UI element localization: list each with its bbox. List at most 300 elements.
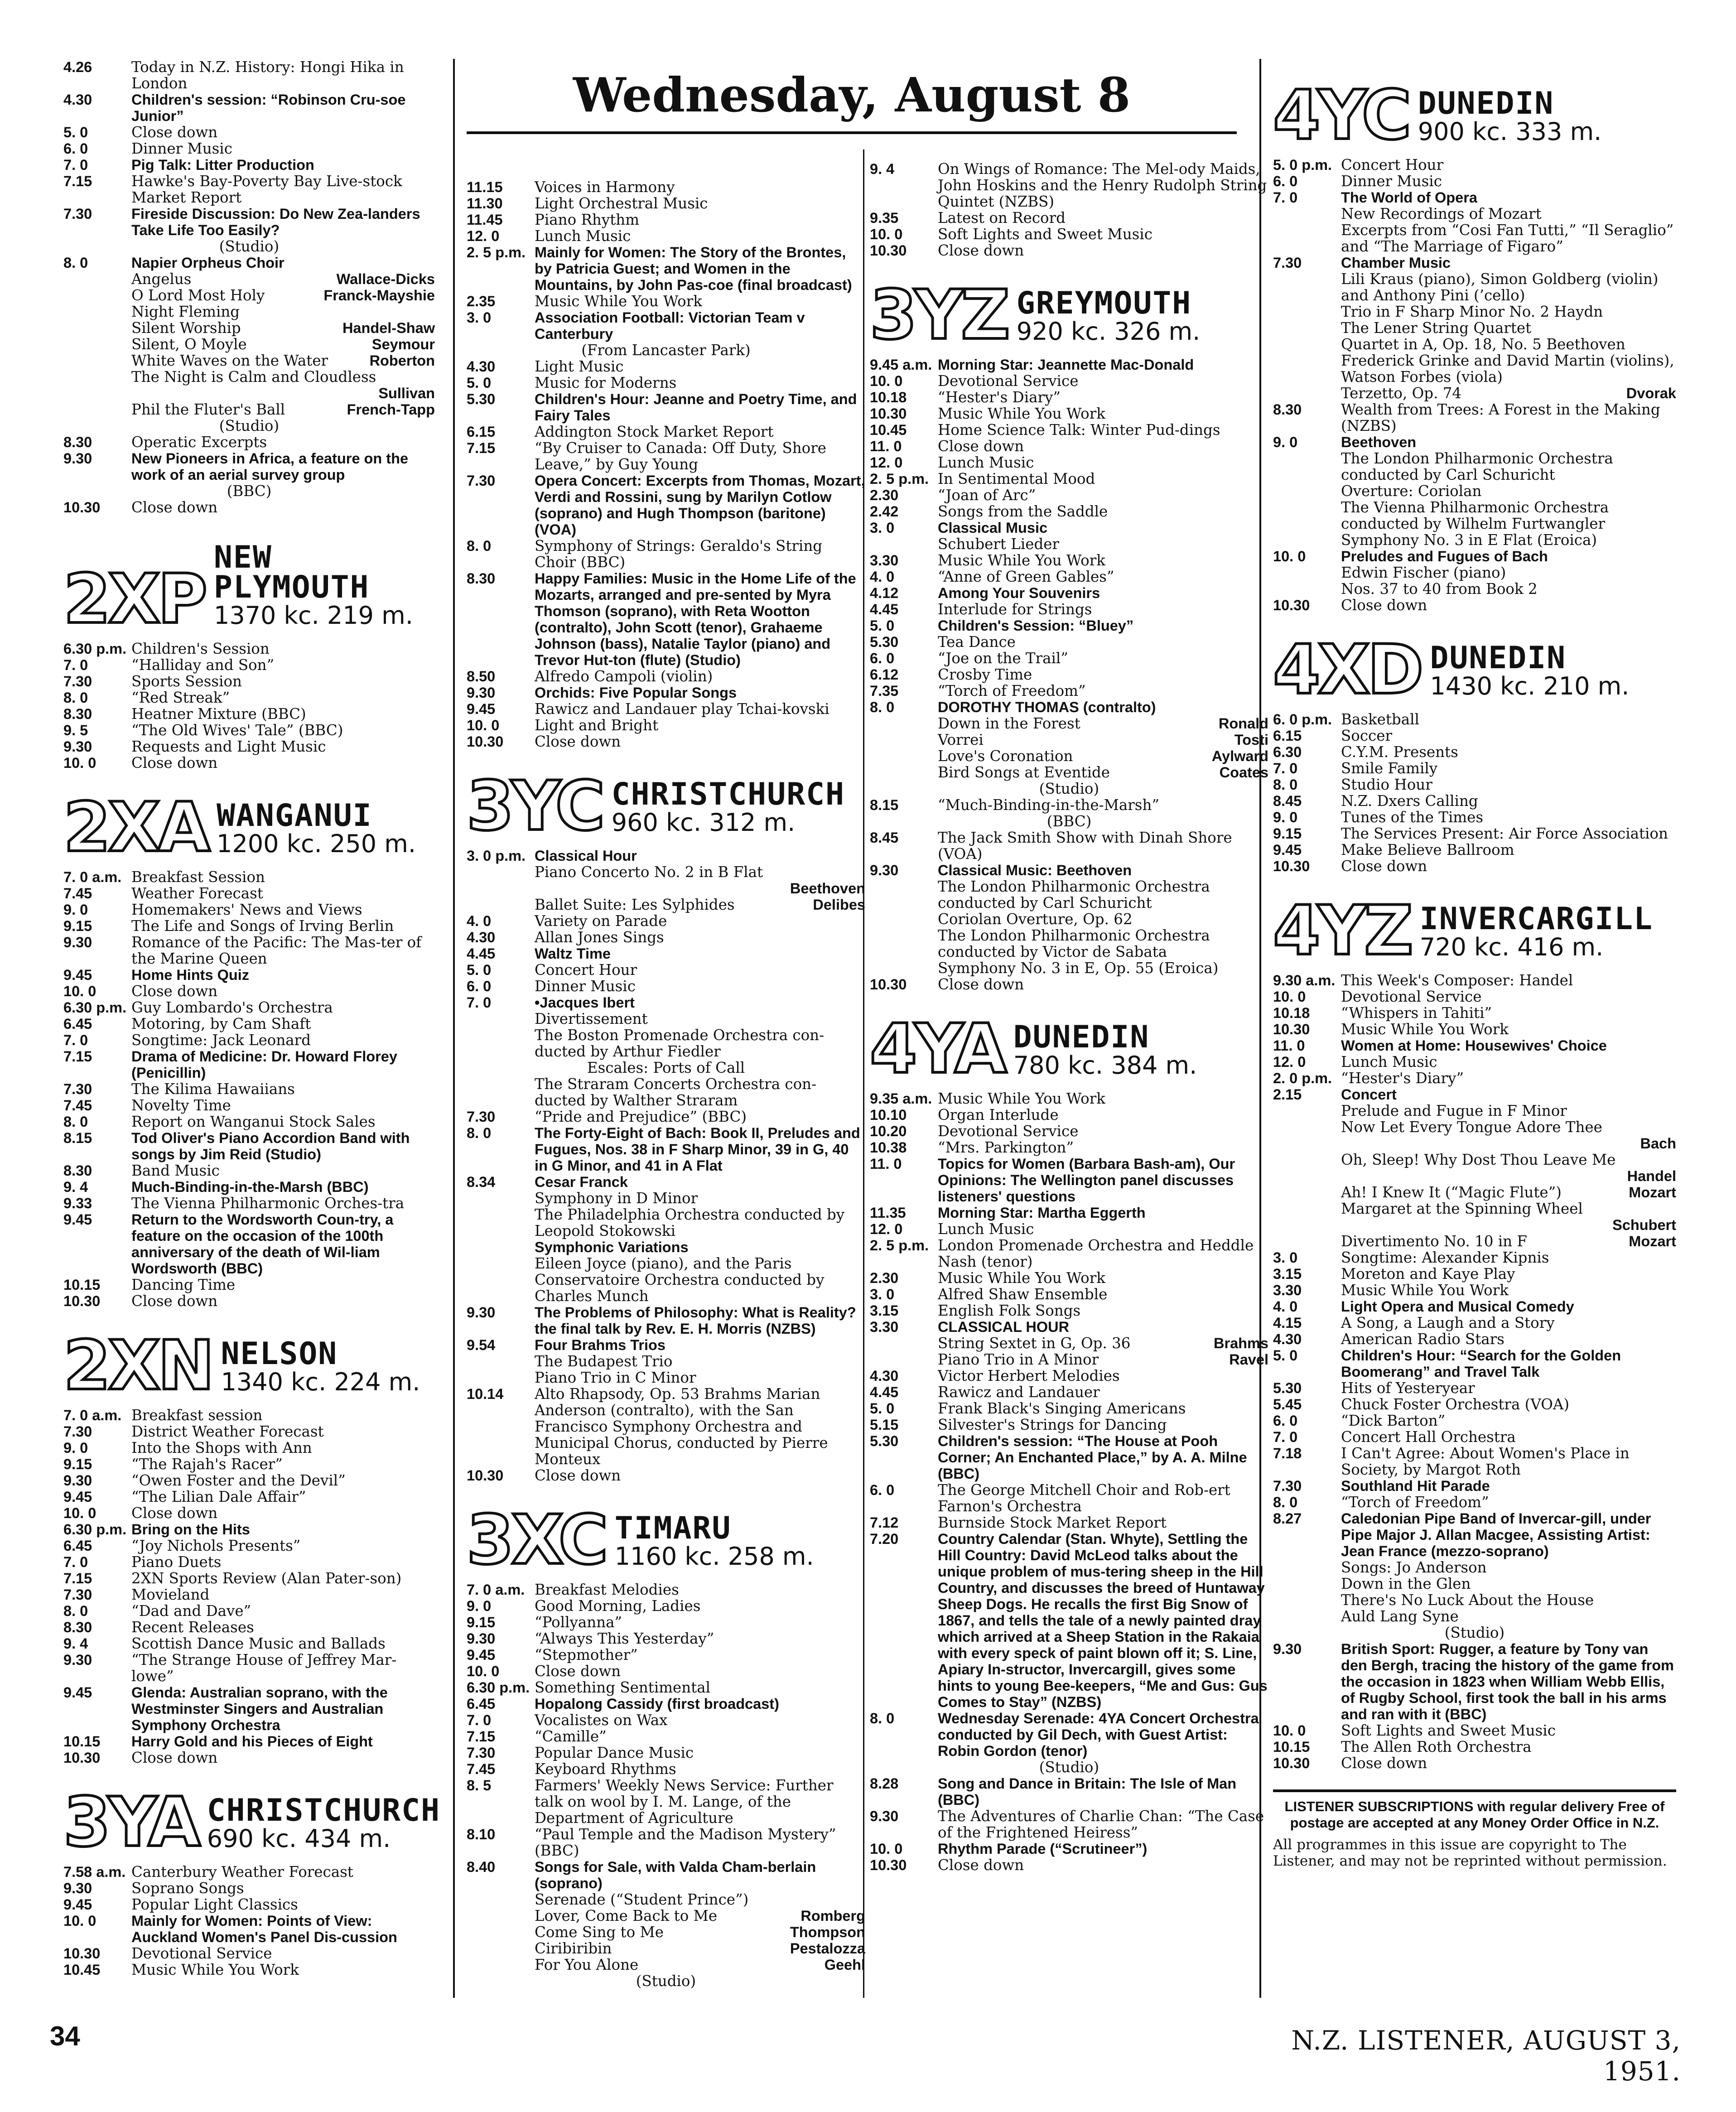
- programme-time: 10.15: [1273, 1739, 1310, 1755]
- programme-title: Hits of Yesteryear: [1341, 1379, 1475, 1397]
- programme-feature: DOROTHY THOMAS (contralto): [938, 699, 1156, 715]
- programme-entry: [870, 1286, 1268, 1302]
- programme-title: “Much-Binding-in-the-Marsh”: [938, 796, 1159, 814]
- composer-name: Coates: [1219, 764, 1268, 781]
- programme-entry: [870, 1221, 1268, 1237]
- programme-time: 8.45: [870, 829, 899, 846]
- programme-title: Close down: [535, 1663, 621, 1680]
- programme-time: 10.20: [870, 1123, 907, 1139]
- programme-time: 10.38: [870, 1139, 907, 1156]
- programme-title: Dinner Music: [131, 140, 232, 157]
- programme-feature: Bring on the Hits: [131, 1521, 250, 1538]
- programme-title: Close down: [938, 1856, 1024, 1874]
- programme-time: 4.30: [467, 929, 496, 945]
- programme-entry: [63, 1195, 435, 1211]
- programme-time: 6.30 p.m.: [63, 999, 127, 1016]
- programme-title: Close down: [938, 242, 1024, 259]
- programme-entry: [63, 755, 435, 771]
- programme-time: 7.30: [63, 673, 92, 690]
- programme-time: 6. 0: [1273, 173, 1298, 189]
- programme-entry: [63, 1048, 435, 1081]
- programme-title: Close down: [131, 1292, 218, 1310]
- programme-entry: [870, 552, 1268, 569]
- composer-name: Tosti: [1234, 732, 1268, 748]
- programme-title: Soccer: [1341, 727, 1393, 744]
- programme-entry: [1273, 1429, 1676, 1445]
- programme-entry: [1273, 189, 1676, 206]
- composer-name: Beethoven: [790, 880, 865, 897]
- programme-title: “Camille”: [535, 1728, 607, 1745]
- programme-title: String Sextet in G, Op. 36: [938, 1335, 1131, 1352]
- programme-time: 5.30: [1273, 1380, 1302, 1396]
- programme-entry: [1273, 1510, 1676, 1559]
- composer-name: Schubert: [1612, 1217, 1676, 1233]
- programme-time: 10. 0: [63, 983, 96, 999]
- programme-time: 3. 0: [467, 309, 492, 326]
- programme-title: “Dick Barton”: [1341, 1412, 1446, 1429]
- programme-entry: [467, 1011, 865, 1027]
- programme-title: [1341, 1217, 1607, 1233]
- programme-time: 10.15: [63, 1277, 101, 1293]
- programme-entry: [467, 1239, 865, 1255]
- programme-title: Music While You Work: [938, 405, 1105, 422]
- programme-title: Concert Hour: [1341, 156, 1444, 174]
- programme-entry: [63, 450, 435, 483]
- programme-time: 9.35: [870, 210, 899, 226]
- programme-time: 9. 0: [467, 1598, 492, 1614]
- programme-time: 9. 4: [63, 1179, 88, 1195]
- programme-title: Into the Shops with Ann: [131, 1439, 312, 1456]
- programme-entry: [870, 927, 1268, 960]
- programme-title: Lili Kraus (piano), Simon Goldberg (violin) and Anthony Pini (’cello): [1341, 270, 1659, 304]
- programme-title: “The Rajah's Racer”: [131, 1456, 283, 1473]
- programme-title: Close down: [131, 1504, 218, 1522]
- programme-feature: Pig Talk: Litter Production: [131, 157, 314, 173]
- programme-time: 3.30: [1273, 1282, 1302, 1298]
- programme-time: 5.30: [870, 634, 899, 650]
- programme-entry: [1273, 1119, 1676, 1135]
- programme-title: Prelude and Fugue in F Minor: [1341, 1102, 1567, 1119]
- programme-time: 2.30: [870, 1270, 899, 1286]
- programme-note: (BBC): [227, 482, 272, 500]
- programme-title: Music for Moderns: [535, 374, 677, 391]
- programme-time: 10.30: [63, 1293, 101, 1309]
- programme-entry: [63, 1179, 435, 1195]
- programme-entry: [1273, 1396, 1676, 1413]
- station-name: NELSON: [221, 1336, 338, 1372]
- station-name: TIMARU: [614, 1510, 732, 1546]
- programme-feature: Caledonian Pipe Band of Invercar-gill, under Pipe Major J. Allan Macgee, Assisting Artist: Jean France (mezzo-soprano): [1341, 1510, 1651, 1559]
- programme-entry: [467, 440, 865, 473]
- programme-title: Report on Wanganui Stock Sales: [131, 1113, 376, 1130]
- programme-entry: [1273, 972, 1676, 988]
- programme-feature: Classical Music: [938, 520, 1048, 536]
- programme-note: (Studio): [1039, 1759, 1099, 1776]
- station-frequency: 720 kc. 416 m.: [1419, 933, 1604, 961]
- programme-title: Make Believe Ballroom: [1341, 841, 1514, 858]
- column-rule-left: [453, 59, 455, 1998]
- programme-entry: [1273, 352, 1676, 385]
- programme-entry: [1273, 809, 1676, 825]
- station-frequency: 1160 kc. 258 m.: [614, 1542, 814, 1571]
- programme-title: Vocalistes on Wax: [535, 1712, 668, 1729]
- programme-list: [63, 1407, 435, 1766]
- station-callsign: 4YZ: [1273, 892, 1411, 970]
- programme-title: Music While You Work: [535, 293, 702, 310]
- programme-entry: [1273, 1592, 1676, 1608]
- programme-entry: [1273, 1739, 1676, 1755]
- programme-time: 6.45: [467, 1696, 496, 1712]
- programme-title: Music While You Work: [938, 552, 1105, 569]
- programme-title: “The Strange House of Jeffrey Mar-lowe”: [131, 1651, 397, 1685]
- programme-entry: [63, 1097, 435, 1114]
- station-frequency: 960 kc. 312 m.: [611, 808, 796, 837]
- programme-entry: [467, 1761, 865, 1777]
- programme-time: 9.15: [1273, 825, 1302, 842]
- programme-entry: [63, 1619, 435, 1635]
- programme-entry: [63, 1423, 435, 1440]
- programme-time: 11.15: [467, 179, 503, 195]
- composer-name: Pestalozza: [790, 1940, 865, 1957]
- programme-time: 6.30: [1273, 744, 1302, 760]
- programme-time: 7. 0: [1273, 189, 1298, 206]
- programme-entry: [63, 1750, 435, 1766]
- programme-entry: [63, 1407, 435, 1423]
- programme-title: Rawicz and Landauer play Tchai-kovski: [535, 700, 829, 718]
- station-callsign: 4XD: [1273, 631, 1421, 709]
- programme-entry: [1273, 1413, 1676, 1429]
- programme-time: 10.18: [1273, 1005, 1310, 1021]
- programme-title: Farmers' Weekly News Service: Further talk on wool by I. M. Lange, of the Department of Agriculture: [535, 1777, 834, 1827]
- programme-title: Operatic Excerpts: [131, 434, 267, 451]
- programme-time: 10. 0: [870, 373, 903, 389]
- programme-entry: [63, 1652, 435, 1684]
- programme-entry: [467, 1582, 865, 1598]
- programme-time: 7.30: [467, 1109, 496, 1125]
- composer-name: Handel-Shaw: [342, 320, 435, 336]
- programme-entry: [1273, 1380, 1676, 1396]
- programme-feature: Fireside Discussion: Do New Zea-landers Take Life Too Easily?: [131, 206, 420, 238]
- programme-time: 12. 0: [870, 454, 903, 471]
- programme-title: Home Science Talk: Winter Pud-dings: [938, 421, 1220, 439]
- programme-title: Ah! I Knew It (“Magic Flute”): [1341, 1184, 1562, 1201]
- programme-title: Voices in Harmony: [535, 178, 675, 196]
- programme-time: 2.42: [870, 503, 899, 520]
- programme-entry: [870, 976, 1268, 993]
- programme-entry: [870, 1335, 1268, 1351]
- programme-time: 6. 0: [870, 1482, 895, 1498]
- programme-time: 4. 0: [870, 569, 895, 585]
- programme-time: 7.30: [63, 206, 92, 222]
- programme-entry: [1273, 320, 1676, 336]
- programme-entry: [467, 179, 865, 195]
- programme-title: Music While You Work: [131, 1961, 299, 1978]
- programme-entry: [467, 1386, 865, 1467]
- programme-title: The Services Present: Air Force Association: [1341, 825, 1668, 842]
- programme-title: Night Fleming: [131, 303, 240, 320]
- station-frequency: 920 kc. 326 m.: [1016, 317, 1201, 346]
- programme-time: 4. 0: [467, 913, 492, 929]
- programme-entry: [63, 369, 435, 385]
- programme-time: 10. 0: [63, 755, 96, 771]
- programme-entry: [870, 585, 1268, 601]
- programme-feature: Chamber Music: [1341, 255, 1451, 271]
- programme-title: Canterbury Weather Forecast: [131, 1863, 353, 1881]
- programme-entry: [1273, 1168, 1676, 1184]
- programme-note: (Studio): [1039, 780, 1099, 797]
- programme-entry: [63, 1570, 435, 1586]
- programme-entry: [870, 1156, 1268, 1205]
- programme-entry: [1273, 1315, 1676, 1331]
- programme-title: The George Mitchell Choir and Rob-ert Farnon's Orchestra: [938, 1481, 1230, 1515]
- programme-time: 10.18: [870, 389, 907, 405]
- programme-time: 9.45: [63, 967, 92, 983]
- programme-title: Symphony No. 3 in E Flat (Eroica): [1341, 531, 1597, 549]
- programme-time: 4.45: [467, 945, 496, 962]
- composer-name: Brahms: [1213, 1335, 1268, 1351]
- programme-title: Close down: [131, 754, 218, 772]
- programme-time: 8. 0: [870, 699, 895, 715]
- programme-time: 10.30: [870, 405, 907, 422]
- programme-time: 10. 0: [1273, 988, 1306, 1005]
- programme-feature: Beethoven: [1341, 434, 1417, 450]
- programme-time: 12. 0: [467, 228, 500, 244]
- programme-entry: [870, 1107, 1268, 1123]
- programme-entry: [467, 962, 865, 978]
- programme-title: Lunch Music: [1341, 1053, 1437, 1070]
- programme-feature: Cesar Franck: [535, 1174, 628, 1190]
- programme-feature: Women at Home: Housewives' Choice: [1341, 1037, 1607, 1054]
- programme-title: Soft Lights and Sweet Music: [938, 226, 1153, 243]
- station-name: DUNEDIN: [1013, 1019, 1150, 1055]
- programme-entry: [870, 617, 1268, 634]
- programme-entry: [870, 1368, 1268, 1384]
- programme-time: 9.45: [467, 1647, 496, 1663]
- programme-entry: [63, 967, 435, 983]
- programme-title: Ciribiribin: [535, 1940, 612, 1957]
- station-info: [221, 1336, 420, 1396]
- programme-title: Divertissement: [535, 1010, 648, 1027]
- programme-entry: [870, 161, 1268, 210]
- programme-feature: Napier Orpheus Choir: [131, 255, 285, 271]
- programme-feature: Topics for Women (Barbara Bash-am), Our Opinions: The Wellington panel discusses listeners' questions: [938, 1156, 1235, 1205]
- programme-title: “Whispers in Tahiti”: [1341, 1004, 1492, 1022]
- programme-time: 9.15: [467, 1614, 496, 1630]
- programme-title: Alfred Shaw Ensemble: [938, 1286, 1108, 1303]
- programme-title: Auld Lang Syne: [1341, 1608, 1459, 1625]
- programme-entry: [467, 685, 865, 701]
- programme-title: Crosby Time: [938, 666, 1032, 683]
- programme-feature: Country Calendar (Stan. Whyte), Settling the Hill Country: David McLeod talks about the unique problem of mus-tering sheep in the Hill Country, and discusses the breed of Huntaway Sheep Dogs. He recalls the first Big Snow of 1867, and tells the tale of a newly painted dray which arrived at a Sheep Station in the Rakaia with every speck of paint blown off it; S. Line, Apiary In-structor, Invercargill, gives some hints to young Bee-keepers, “Me and Gus: Gus Comes to Stay” (NZBS): [938, 1531, 1268, 1710]
- programme-title: Light Orchestral Music: [535, 195, 708, 212]
- programme-title: Close down: [938, 976, 1024, 993]
- programme-title: Good Morning, Ladies: [535, 1597, 701, 1615]
- programme-title: Movieland: [131, 1586, 210, 1603]
- programme-feature: Children's Hour: Jeanne and Poetry Time, and Fairy Tales: [535, 391, 857, 424]
- programme-feature: Orchids: Five Popular Songs: [535, 685, 737, 701]
- station-info: [614, 1510, 814, 1571]
- programme-title: “Anne of Green Gables”: [938, 568, 1114, 585]
- programme-title: Music While You Work: [1341, 1021, 1509, 1038]
- programme-entry: [467, 897, 865, 913]
- programme-time: 8.30: [1273, 401, 1302, 418]
- programme-title: Nos. 37 to 40 from Book 2: [1341, 580, 1538, 598]
- programme-time: 7. 0 a.m.: [63, 1407, 122, 1423]
- programme-note: (Studio): [1444, 1624, 1505, 1641]
- programme-entry: [63, 1635, 435, 1652]
- programme-entry: [1273, 1608, 1676, 1625]
- programme-entry: [467, 733, 865, 750]
- programme-title: “The Lilian Dale Affair”: [131, 1488, 306, 1505]
- programme-title: Popular Dance Music: [535, 1744, 694, 1761]
- programme-title: The Life and Songs of Irving Berlin: [131, 917, 394, 935]
- programme-time: 9.30: [467, 1630, 496, 1647]
- programme-time: 4.45: [870, 601, 899, 617]
- programme-title: [535, 880, 785, 897]
- programme-title: Addington Stock Market Report: [535, 423, 774, 440]
- programme-time: 5. 0: [870, 1400, 895, 1417]
- programme-entry: [870, 1384, 1268, 1400]
- programme-time: 8. 0: [63, 690, 88, 706]
- programme-feature: Among Your Souvenirs: [938, 585, 1100, 601]
- programme-title: There's No Luck About the House: [1341, 1591, 1594, 1609]
- programme-title: Something Sentimental: [535, 1679, 711, 1696]
- programme-note: Escales: Ports of Call: [587, 1059, 745, 1076]
- programme-entry: [1273, 548, 1676, 564]
- programme-title: Close down: [131, 983, 218, 1000]
- programme-title: Motoring, by Cam Shaft: [131, 1015, 311, 1032]
- programme-entry: [870, 1139, 1268, 1156]
- programme-time: 4.15: [1273, 1315, 1302, 1331]
- programme-entry: [1273, 1135, 1676, 1152]
- programme-time: 10.30: [1273, 858, 1310, 874]
- programme-entry: [1273, 206, 1676, 222]
- programme-entry: [870, 471, 1268, 487]
- station-name: CHRISTCHURCH: [207, 1793, 441, 1828]
- programme-entry: [1273, 1445, 1676, 1478]
- programme-title: Light Music: [535, 358, 624, 375]
- programme-entry: [467, 309, 865, 342]
- programme-title: The Budapest Trio: [535, 1353, 673, 1370]
- programme-title: Piano Trio in A Minor: [938, 1351, 1099, 1368]
- programme-time: 8.15: [63, 1130, 92, 1146]
- programme-feature: Tod Oliver's Piano Accordion Band with songs by Jim Reid (Studio): [131, 1130, 410, 1162]
- programme-entry: [63, 1489, 435, 1505]
- programme-entry: [870, 1514, 1268, 1531]
- programme-entry: [467, 848, 865, 864]
- station-name: NEW PLYMOUTH: [213, 540, 370, 605]
- programme-time: 9.45: [63, 1896, 92, 1913]
- programme-feature: The Forty-Eight of Bach: Book II, Preludes and Fugues, Nos. 38 in F Sharp Minor, 39 in G, 40 in G Minor, and 41 in A Flat: [535, 1125, 860, 1174]
- programme-entry: [1273, 401, 1676, 434]
- programme-title: “Torch of Freedom”: [1341, 1494, 1489, 1511]
- programme-time: 3. 0: [870, 1286, 895, 1302]
- programme-entry: [63, 1016, 435, 1032]
- programme-entry: [870, 715, 1268, 732]
- programme-entry: [1273, 304, 1676, 320]
- composer-name: Delibes: [813, 897, 865, 913]
- programme-entry: [63, 738, 435, 755]
- programme-entry: [1273, 1184, 1676, 1201]
- programme-entry: [1273, 157, 1676, 173]
- programme-entry: [63, 869, 435, 885]
- programme-title: Coriolan Overture, Op. 62: [938, 911, 1133, 928]
- programme-title: “Stepmother”: [535, 1646, 638, 1664]
- programme-time: 9. 0: [1273, 434, 1298, 450]
- programme-feature: Classical Music: Beethoven: [938, 862, 1132, 878]
- programme-time: 9.35 a.m.: [870, 1090, 932, 1107]
- programme-title: “Joe on the Trail”: [938, 650, 1068, 667]
- programme-feature: Southland Hit Parade: [1341, 1478, 1490, 1494]
- programme-time: 5.30: [467, 391, 496, 407]
- programme-entry: [63, 320, 435, 336]
- programme-entry: [63, 918, 435, 934]
- programme-entry: [870, 487, 1268, 503]
- programme-entry: [1273, 728, 1676, 744]
- composer-name: Geehl: [824, 1957, 865, 1973]
- programme-list: [870, 161, 1268, 259]
- programme-time: 3. 0: [1273, 1249, 1298, 1266]
- programme-entry: [870, 862, 1268, 878]
- station-info: [1016, 285, 1201, 346]
- station-callsign: 2XP: [63, 560, 205, 639]
- programme-time: 12. 0: [1273, 1054, 1306, 1070]
- programme-entry: [467, 1826, 865, 1859]
- programme-list: [63, 641, 435, 771]
- station-frequency: 1200 kc. 250 m.: [217, 829, 416, 858]
- programme-entry: [1273, 1249, 1676, 1266]
- programme-title: Silvester's Strings for Dancing: [938, 1416, 1167, 1433]
- programme-time: 7.30: [467, 473, 496, 489]
- programme-time: 8. 0: [467, 538, 492, 554]
- programme-time: 10. 0: [870, 1841, 903, 1857]
- programme-entry: [63, 1293, 435, 1309]
- station-header: [467, 767, 865, 846]
- programme-time: 9. 0: [63, 902, 88, 918]
- programme-title: Smile Family: [1341, 760, 1438, 777]
- programme-entry: [63, 499, 435, 516]
- programme-entry: [467, 929, 865, 945]
- programme-entry: [1273, 1641, 1676, 1722]
- programme-entry: [1273, 1005, 1676, 1021]
- programme-entry: [63, 140, 435, 157]
- composer-name: Wallace-Dicks: [336, 271, 435, 287]
- programme-entry: [870, 357, 1268, 373]
- programme-time: 9.30: [467, 1304, 496, 1321]
- programme-feature: Song and Dance in Britain: The Isle of Man (BBC): [938, 1775, 1237, 1808]
- programme-entry: [467, 570, 865, 668]
- station-callsign: 2XN: [63, 1326, 212, 1405]
- programme-time: 10.30: [870, 1857, 907, 1873]
- programme-title: Eileen Joyce (piano), and the Paris Conservatoire Orchestra conducted by Charles Munch: [535, 1255, 825, 1305]
- programme-entry: [1273, 988, 1676, 1005]
- station-info: [1418, 86, 1602, 146]
- programme-entry: [63, 124, 435, 140]
- programme-entry: [63, 983, 435, 999]
- programme-entry: [1273, 1347, 1676, 1380]
- programme-time: 5. 0: [467, 375, 492, 391]
- programme-entry: [870, 666, 1268, 683]
- programme-entry: [870, 1351, 1268, 1368]
- station-callsign: 2XA: [63, 788, 208, 867]
- programme-entry: [467, 195, 865, 212]
- programme-time: 9.30: [63, 738, 92, 755]
- programme-entry: [63, 59, 435, 92]
- programme-entry: [467, 1598, 865, 1614]
- programme-entry: [63, 157, 435, 173]
- programme-feature: The Problems of Philosophy: What is Reality? the final talk by Rev. E. H. Morris (NZBS): [535, 1304, 856, 1337]
- programme-entry: [1273, 1722, 1676, 1739]
